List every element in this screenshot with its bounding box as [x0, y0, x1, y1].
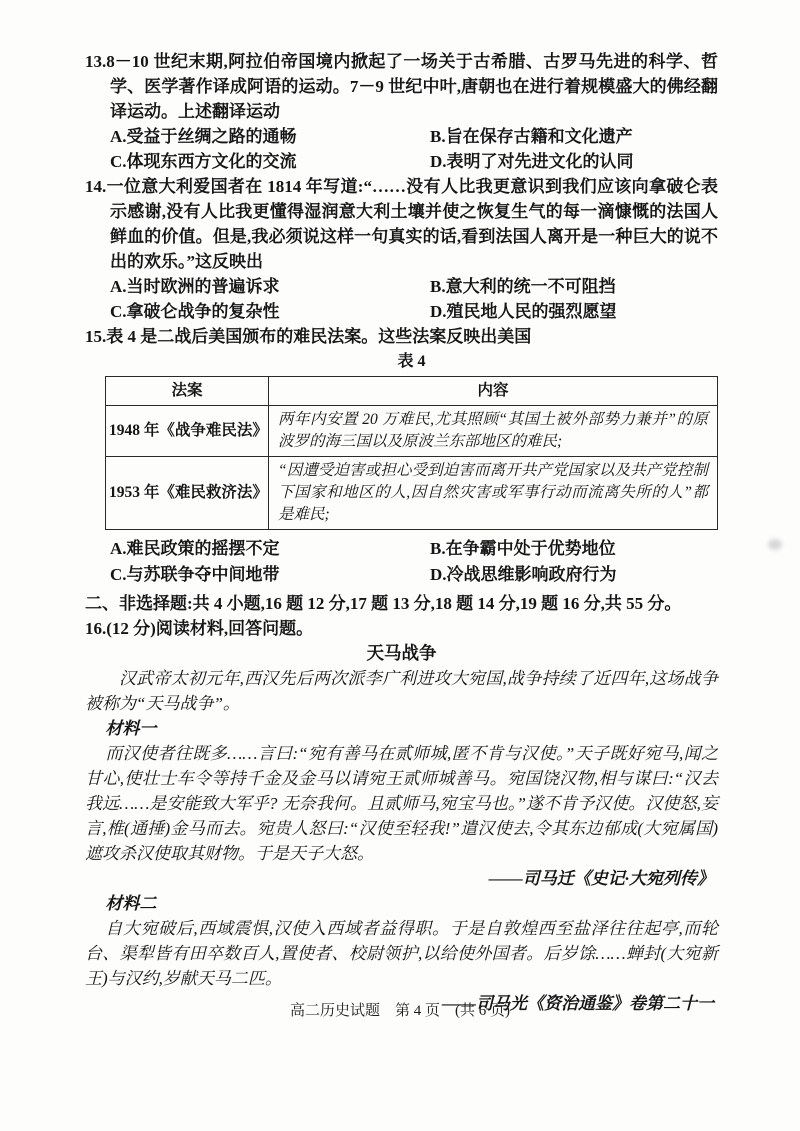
question-14-stem: 14.一位意大利爱国者在 1814 年写道:“……没有人比我更意识到我们应该向拿破仑表示感谢,没有人比我更懂得湿润意大利土壤并使之恢复生气的每一滴慷慨的法国人鲜血的价值。但是,我必须说这样一句真实的话,看到法国人离开是一种巨大的说不出的欢乐。”这反映出	[85, 177, 718, 271]
table-row	[106, 406, 718, 457]
material-1-label: 材料一	[105, 719, 157, 738]
question-14-option-d: D.殖民地人民的强烈愿望	[430, 302, 617, 321]
table-row	[106, 457, 718, 530]
table4-row1-content: 两年内安置 20 万难民,尤其照顾“其国土被外部势力兼并”的原波罗的海三国以及原波兰东部地区的难民;	[269, 406, 718, 457]
table4-header-row	[106, 377, 718, 406]
material-2-text: 自大宛破后,西域震惧,汉使入西域者益得职。于是自敦煌西至盐泽往往起亭,而轮台、渠犁皆有田卒数百人,置使者、校尉领护,以给使外国者。后岁馀……蝉封(大宛新王)与汉约,岁献天马二匹。	[85, 919, 718, 988]
question-15-option-c: C.与苏联争夺中间地带	[110, 565, 280, 584]
lead-paragraph: 汉武帝太初元年,西汉先后两次派李广利进攻大宛国,战争持续了近四年,这场战争被称为“天马战争”。	[85, 669, 718, 713]
section-2-header: 二、非选择题:共 4 小题,16 题 12 分,17 题 13 分,18 题 14 分,19 题 16 分,共 55 分。	[85, 594, 682, 613]
table4-caption: 表 4	[397, 353, 426, 370]
material-2-label: 材料二	[105, 894, 157, 913]
table4-block	[85, 351, 718, 530]
table4-header-content: 内容	[269, 377, 718, 406]
question-13-options	[85, 124, 718, 174]
table4-row2-law: 1953 年《难民救济法》	[106, 457, 269, 530]
question-15-option-b: B.在争霸中处于优势地位	[430, 539, 616, 558]
question-14-option-a: A.当时欧洲的普遍诉求	[110, 277, 280, 296]
material-2-source: ——司马光《资治通鉴》卷第二十一	[442, 994, 714, 1013]
question-14-option-b: B.意大利的统一不可阻挡	[430, 277, 616, 296]
question-16-intro: 16.(12 分)阅读材料,回答问题。	[85, 619, 314, 638]
question-13-option-b: B.旨在保存古籍和文化遗产	[430, 127, 633, 146]
question-15-option-d: D.冷战思维影响政府行为	[430, 565, 617, 584]
question-13-stem: 13.8－10 世纪末期,阿拉伯帝国境内掀起了一场关于古希腊、古罗马先进的科学、哲学、医学著作译成阿语的运动。7－9 世纪中叶,唐朝也在进行着规模盛大的佛经翻译运动。上述翻译运动	[85, 52, 718, 121]
scan-artifact	[768, 539, 782, 550]
table4-row2-content: “因遭受迫害或担心受到迫害而离开共产党国家以及共产党控制下国家和地区的人,因自然灾害或军事行动而流离失所的人”都是难民;	[269, 457, 718, 530]
page-footer: 高二历史试题 第 4 页 (共 6 页)	[290, 1003, 510, 1019]
question-15-option-a: A.难民政策的摇摆不定	[110, 539, 280, 558]
question-15-options	[85, 536, 718, 588]
question-15-stem: 15.表 4 是二战后美国颁布的难民法案。这些法案反映出美国	[85, 327, 532, 346]
question-13-option-c: C.体现东西方文化的交流	[110, 152, 297, 171]
table4-row1-law: 1948 年《战争难民法》	[106, 406, 269, 457]
material-1-text: 而汉使者往既多……言曰:“宛有善马在贰师城,匿不肯与汉使。”天子既好宛马,闻之甘心,使壮士车令等持千金及金马以请宛王贰师城善马。宛国饶汉物,相与谋曰:“汉去我远……是安能致大军乎? 无奈我何。且贰师马,宛宝马也。”遂不肯予汉使。汉使怒,妄言,椎(通捶)金马而去。宛贵人怒曰:“汉使至轻我!”遣汉使去,令其东边郁成(大宛属国)遮攻杀汉使取其财物。于是天子大怒。	[85, 744, 718, 863]
question-13	[85, 49, 718, 174]
question-13-option-a: A.受益于丝绸之路的通畅	[110, 127, 297, 146]
table4-header-law: 法案	[106, 377, 269, 406]
question-14-options	[85, 274, 718, 324]
question-16	[85, 616, 718, 1016]
reading-title: 天马战争	[366, 643, 437, 663]
question-13-option-d: D.表明了对先进文化的认同	[430, 152, 634, 171]
question-14-option-c: C.拿破仑战争的复杂性	[110, 302, 280, 321]
question-15	[85, 324, 718, 588]
material-1-source: ——司马迁《史记·大宛列传》	[488, 869, 714, 888]
question-14	[85, 174, 718, 324]
table4	[105, 376, 718, 530]
